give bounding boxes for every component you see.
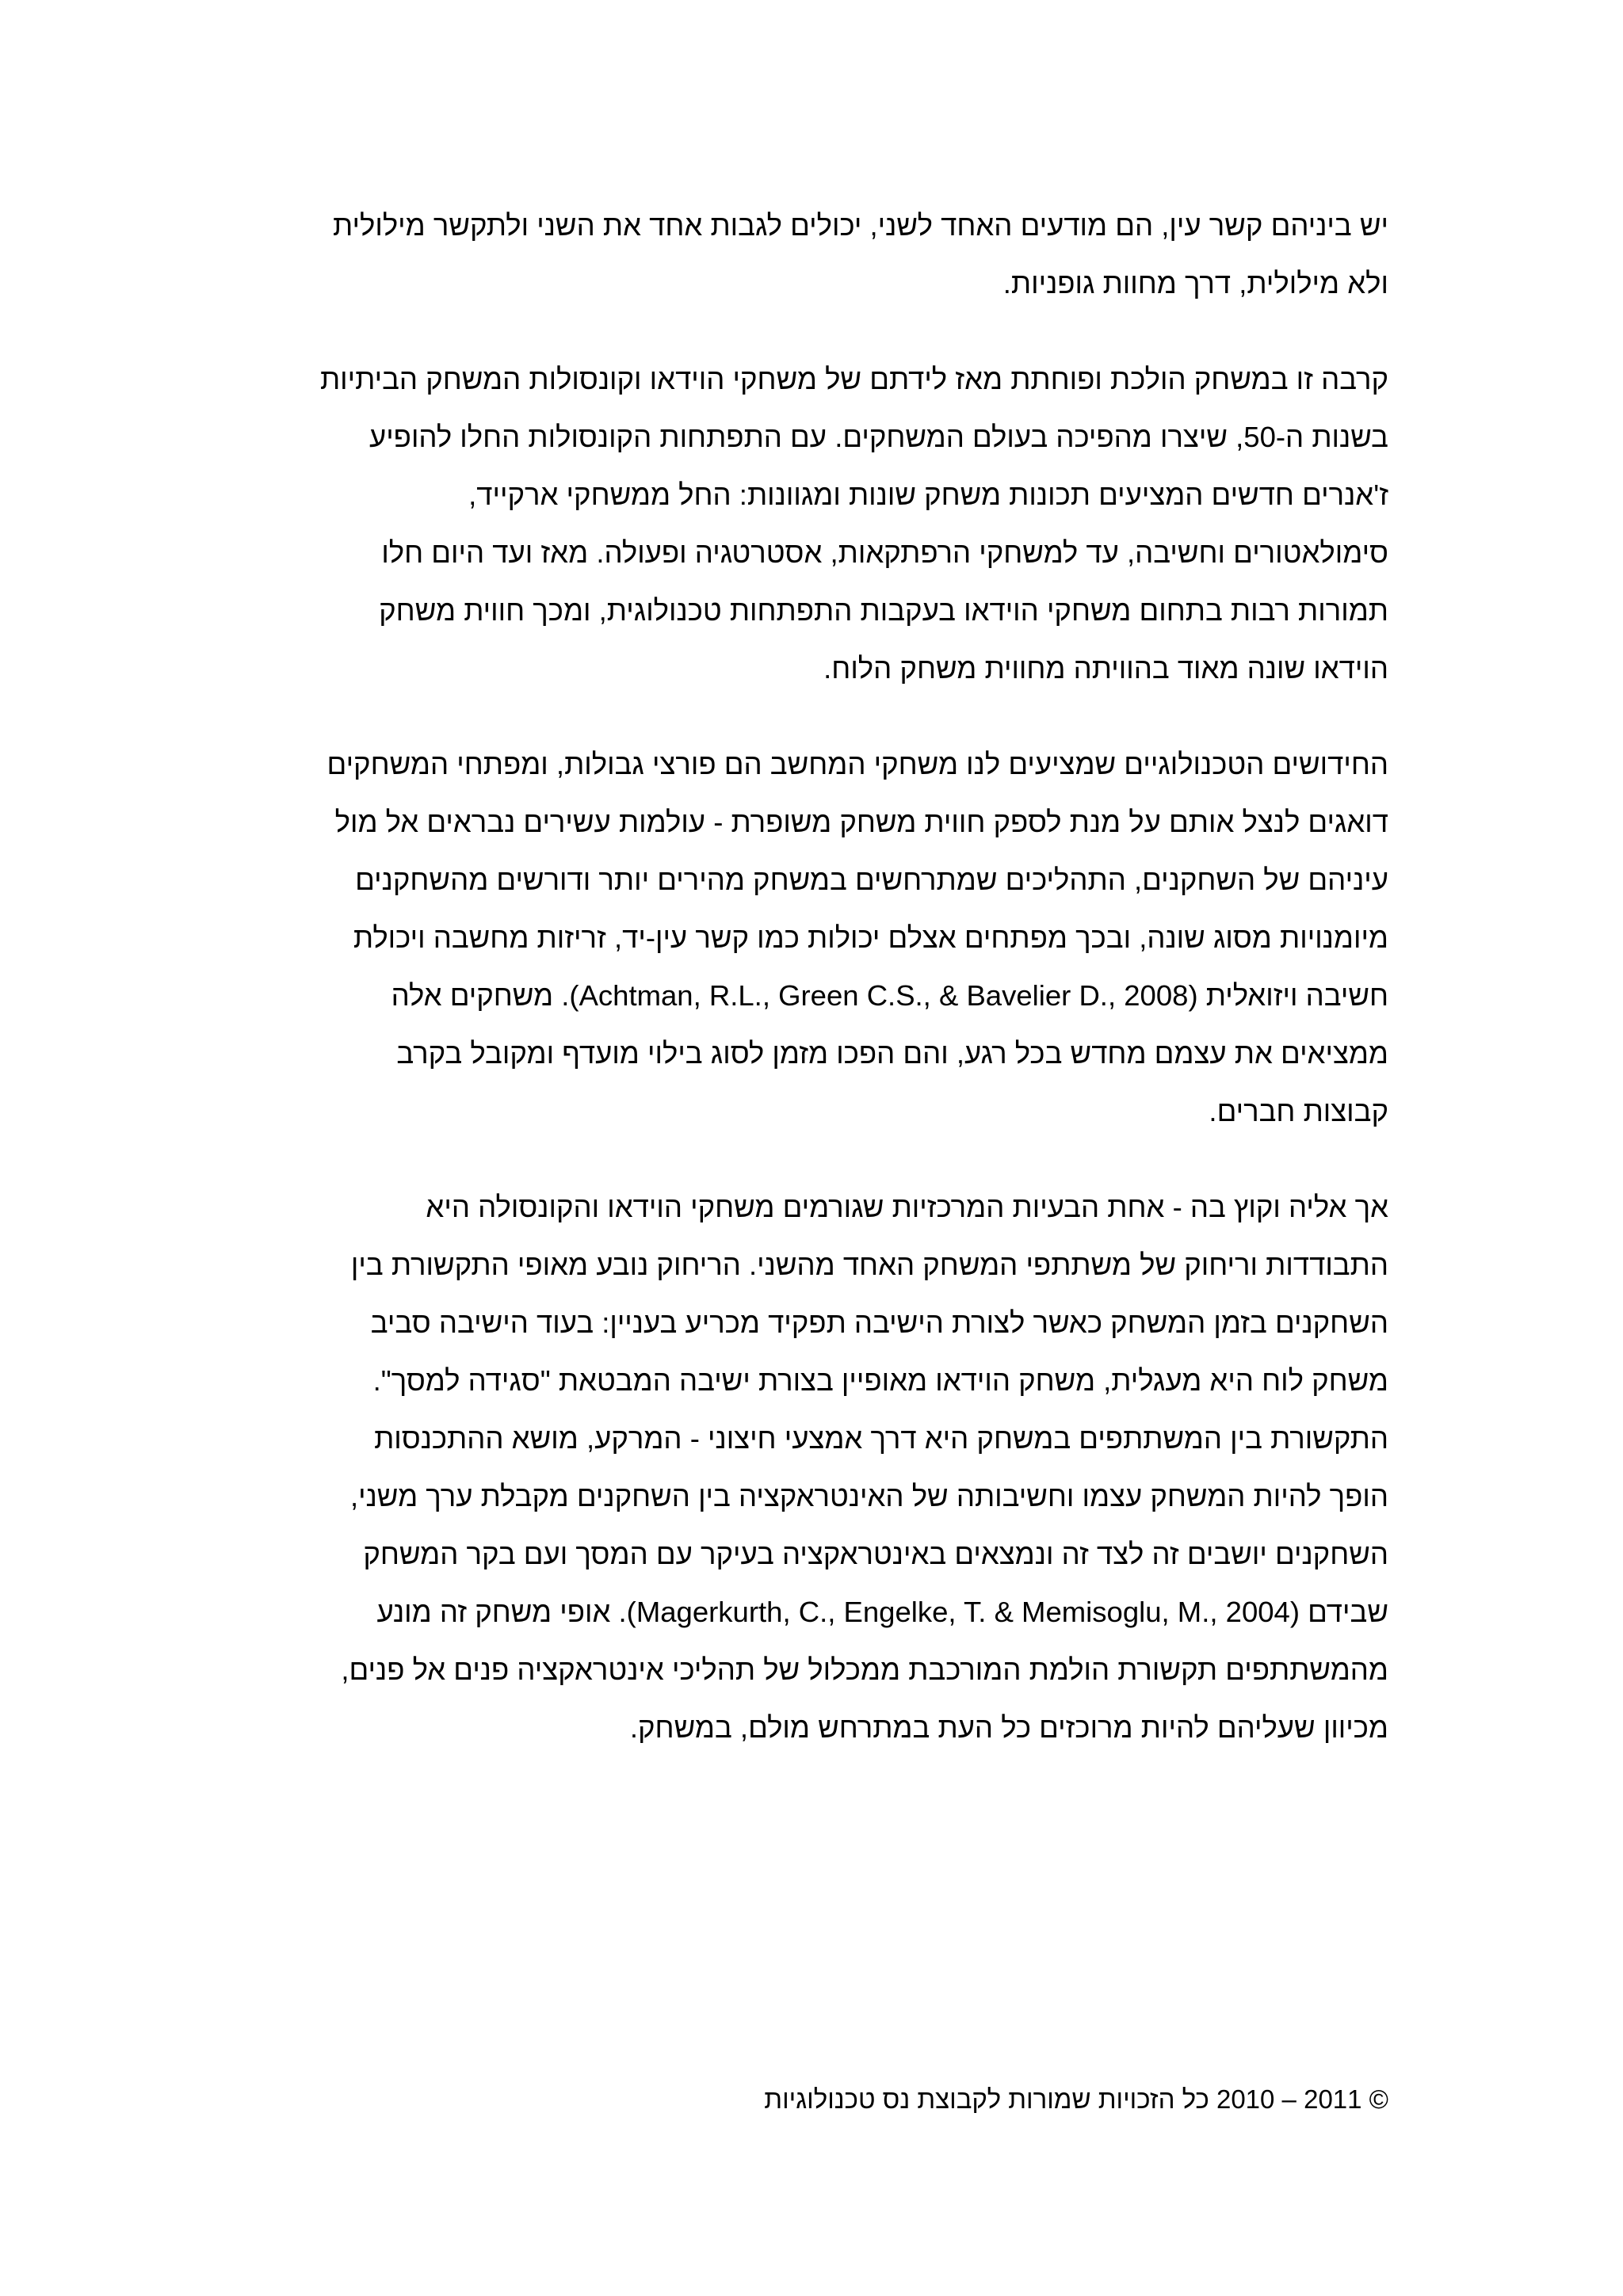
text-line: חשיבה ויזואלית (Achtman, R.L., Green C.S., & Bavelier D., 2008). משחקים אלה xyxy=(391,979,1388,1012)
text-line: דואגים לנצל אותם על מנת לספק חווית משחק משופרת - עולמות עשירים נבראים אל מול xyxy=(334,806,1388,838)
copyright-footer: © 2011 – 2010 כל הזכויות שמורות לקבוצת נס טכנולוגיות xyxy=(764,2084,1388,2114)
text-line: השחקנים בזמן המשחק כאשר לצורת הישיבה תפקיד מכריע בעניין: בעוד הישיבה סביב xyxy=(370,1306,1388,1339)
text-line: תמורות רבות בתחום משחקי הוידאו בעקבות התפתחות טכנולוגית, ומכך חווית משחק xyxy=(379,594,1388,627)
text-line: מיומנויות מסוג שונה, ובכך מפתחים אצלם יכולות כמו קשר עין-יד, זריזות מחשבה ויכולת xyxy=(353,921,1388,954)
text-line: משחק לוח היא מעגלית, משחק הוידאו מאופיין בצורת ישיבה המבטאת "סגידה למסך". xyxy=(372,1364,1388,1397)
text-line: סימולאטורים וחשיבה, עד למשחקי הרפתקאות, אסטרטגיה ופעולה. מאז ועד היום חלו xyxy=(381,536,1388,569)
text-line: מכיוון שעליהם להיות מרוכזים כל העת במתרחש מולם, במשחק. xyxy=(629,1711,1388,1744)
text-line: התקשורת בין המשתתפים במשחק היא דרך אמצעי חיצוני - המרקע, מושא ההתכנסות xyxy=(374,1422,1388,1455)
text-line: התבודדות וריחוק של משתתפי המשחק האחד מהשני. הריחוק נובע מאופי התקשורת בין xyxy=(350,1249,1388,1281)
text-line: שבידם (Magerkurth, C., Engelke, T. & Memisoglu, M., 2004). אופי משחק זה מונע xyxy=(376,1596,1388,1628)
text-line: מהמשתתפים תקשורת הולמת המורכבת ממכלול של תהליכי אינטראקציה פנים אל פנים, xyxy=(341,1653,1388,1686)
paragraph-1 xyxy=(244,196,1388,312)
paragraph-3 xyxy=(244,735,1388,1140)
text-line: החידושים הטכנולוגיים שמציעים לנו משחקי המחשב הם פורצי גבולות, ומפתחי המשחקים xyxy=(327,748,1388,780)
text-line: ז'אנרים חדשים המציעים תכונות משחק שונות ומגוונות: החל ממשחקי ארקייד, xyxy=(468,479,1388,511)
text-line: קרבה זו במשחק הולכת ופוחתת מאז לידתם של משחקי הוידאו וקונסולות המשחק הביתיות xyxy=(319,363,1388,395)
text-line: בשנות ה-50, שיצרו מהפיכה בעולם המשחקים. עם התפתחות הקונסולות החלו להופיע xyxy=(369,421,1388,453)
text-line: הופך להיות המשחק עצמו וחשיבותה של האינטראקציה בין השחקנים מקבלת ערך משני, xyxy=(349,1480,1388,1512)
text-line: עיניהם של השחקנים, התהליכים שמתרחשים במשחק מהירים יותר ודורשים מהשחקנים xyxy=(355,864,1388,896)
text-line: ממציאים את עצמם מחדש בכל רגע, והם הפכו מזמן לסוג בילוי מועדף ומקובל בקרב xyxy=(396,1037,1388,1070)
text-line: השחקנים יושבים זה לצד זה ונמצאים באינטראקציה בעיקר עם המסך ועם בקר המשחק xyxy=(363,1538,1388,1570)
text-line: יש ביניהם קשר עין, הם מודעים האחד לשני, יכולים לגבות אחד את השני ולתקשר מילולית xyxy=(333,209,1388,242)
paragraph-2 xyxy=(244,350,1388,697)
text-line: אך אליה וקוץ בה - אחת הבעיות המרכזיות שגורמים משחקי הוידאו והקונסולה היא xyxy=(426,1191,1388,1223)
text-line: הוידאו שונה מאוד בהוויתה מחווית משחק הלוח. xyxy=(823,652,1388,685)
text-line: ולא מילולית, דרך מחוות גופניות. xyxy=(1002,267,1388,299)
document-body xyxy=(244,196,1388,1794)
text-line: קבוצות חברים. xyxy=(1209,1095,1388,1127)
paragraph-4 xyxy=(244,1178,1388,1756)
